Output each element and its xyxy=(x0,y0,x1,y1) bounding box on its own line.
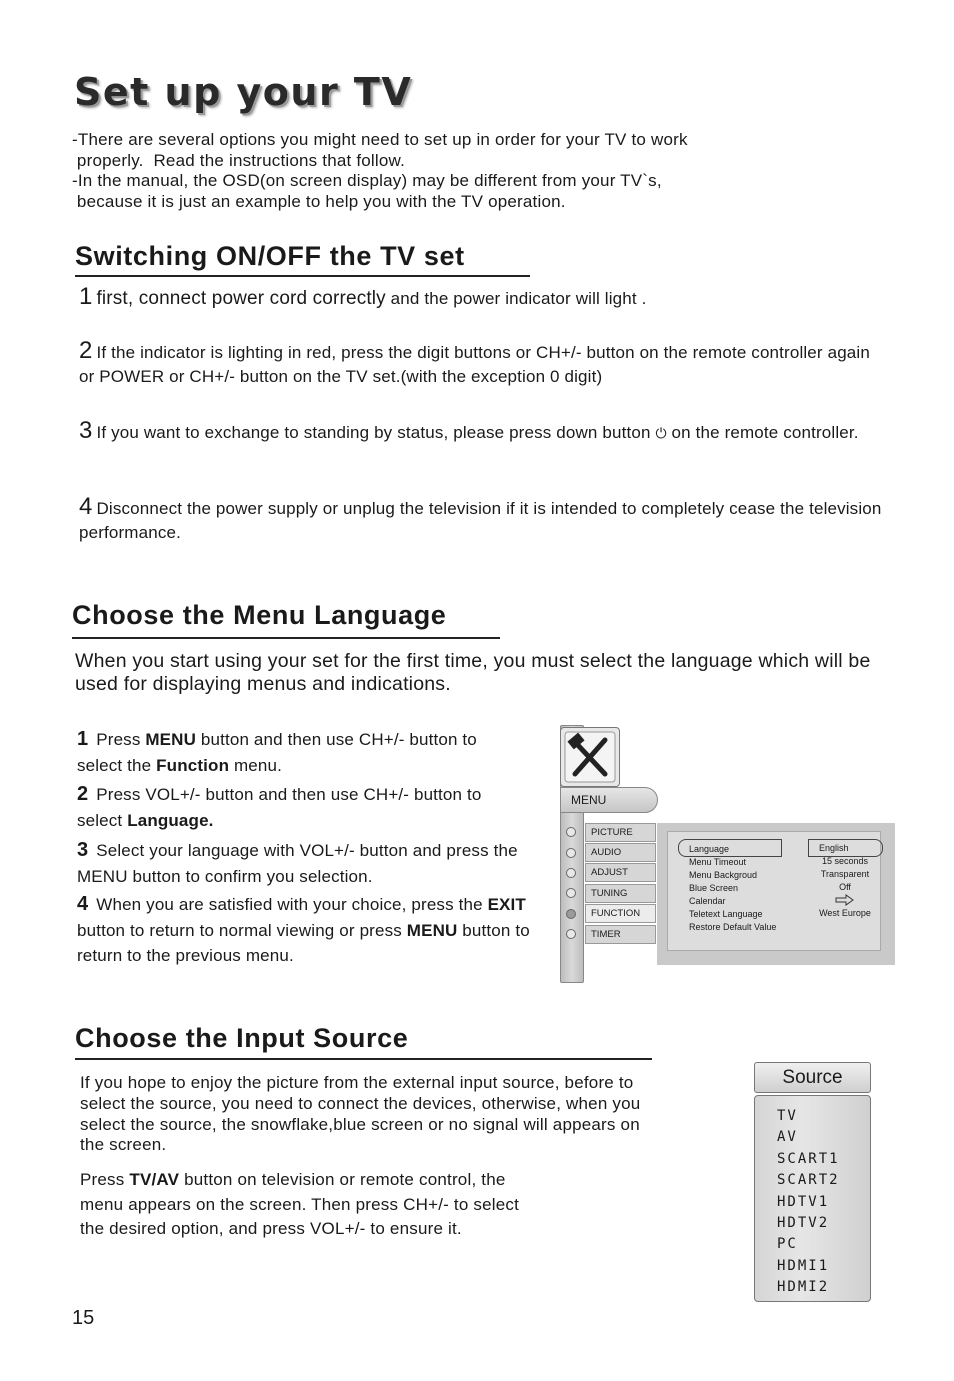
radio-icon xyxy=(566,868,576,878)
source-item-hdmi1[interactable]: HDMI1 xyxy=(777,1257,830,1274)
osd-panel-outer xyxy=(657,823,895,965)
osd-side-label: ADJUST xyxy=(585,863,656,882)
source-menu xyxy=(754,1095,871,1302)
osd-value: Off xyxy=(839,882,851,892)
osd-value: West Europe xyxy=(819,908,871,918)
osd-value: English xyxy=(819,843,849,853)
language-step-1 xyxy=(77,727,487,778)
source-item-av[interactable]: AV xyxy=(777,1129,798,1146)
osd-value: 15 seconds xyxy=(821,856,869,866)
step-text: Press VOL+/- button and then use CH+/- button to select xyxy=(77,785,482,830)
intro-text xyxy=(72,130,852,212)
osd-panel xyxy=(667,831,881,951)
step-text: Select your language with VOL+/- button and press the MENU button to confirm you selection. xyxy=(77,841,518,886)
intro-line: properly. Read the instructions that follow. xyxy=(72,150,405,170)
step-text: button and then use CH+/- button to select the xyxy=(77,730,477,775)
source-item-pc[interactable]: PC xyxy=(777,1236,798,1253)
switching-step-2 xyxy=(79,339,879,389)
osd-side-label: PICTURE xyxy=(585,823,656,842)
step-number: 2 xyxy=(77,783,89,805)
step-text: Press xyxy=(96,730,146,749)
arrow-right-icon xyxy=(808,894,882,907)
para-keyword: TV/AV xyxy=(129,1170,180,1189)
osd-side-item-timer xyxy=(562,924,656,944)
input-source-heading-rule xyxy=(75,1058,652,1060)
step-text: When you are satisfied with your choice, press the xyxy=(96,895,488,914)
osd-option: Restore Default Value xyxy=(689,922,777,932)
input-source-paragraph-1: If you hope to enjoy the picture from the external input source, before to select the source, you need to connect the devices, otherwise, when you select the source, the snowflake,blue screen or no signal will appears on the screen. xyxy=(80,1073,641,1155)
osd-menu-tab: MENU xyxy=(560,787,658,813)
menu-language-heading-rule xyxy=(72,637,500,639)
osd-side-label: FUNCTION xyxy=(585,904,656,923)
intro-line: -There are several options you might need to set up in order for your TV to work xyxy=(72,130,688,149)
switching-step-4 xyxy=(79,495,909,545)
para-text: Press xyxy=(80,1170,130,1189)
intro-line: because it is just an example to help you with the TV operation. xyxy=(72,191,566,211)
radio-icon xyxy=(566,888,576,898)
step-number: 2 xyxy=(79,337,93,364)
switching-heading-rule xyxy=(75,275,530,277)
step-number: 3 xyxy=(77,839,89,861)
language-step-4 xyxy=(77,892,542,969)
osd-option: Teletext Language xyxy=(689,909,763,919)
radio-icon-selected xyxy=(566,909,576,919)
radio-icon xyxy=(566,929,576,939)
radio-icon xyxy=(566,827,576,837)
osd-side-item-picture xyxy=(562,822,656,842)
language-step-2 xyxy=(77,782,487,833)
osd-values xyxy=(808,842,882,920)
osd-option: Menu Timeout xyxy=(689,857,747,867)
step-text: If the indicator is lighting in red, press the digit buttons or CH+/- button on the remote controller again or POWER or CH+/- button on the TV set.(with the exception 0 digit) xyxy=(79,343,870,386)
menu-language-heading: Choose the Menu Language xyxy=(72,600,447,630)
step-keyword: Function xyxy=(156,755,230,775)
osd-side-item-function xyxy=(562,904,656,924)
step-keyword: Language. xyxy=(127,810,214,830)
step-text: menu. xyxy=(229,755,282,775)
step-keyword: MENU xyxy=(406,920,458,940)
osd-side-label: TUNING xyxy=(585,884,656,903)
para-text: button on television or remote control, the menu appears on the screen. Then press CH+/- to select the desired option, and press VOL+/- to ensure it. xyxy=(80,1170,520,1239)
page-title: Set up your TV xyxy=(74,70,413,114)
step-text: and the power indicator will light . xyxy=(385,289,647,308)
tools-icon xyxy=(560,727,620,787)
osd-option: Menu Backgroud xyxy=(689,870,758,880)
page-number: 15 xyxy=(72,1307,95,1329)
step-text-emphasis: first, connect power cord correctly xyxy=(96,288,386,309)
source-item-scart1[interactable]: SCART1 xyxy=(777,1150,840,1167)
switching-step-1 xyxy=(79,285,899,311)
osd-value: Transparent xyxy=(820,869,870,879)
input-source-heading: Choose the Input Source xyxy=(75,1023,409,1053)
source-menu-title: Source xyxy=(754,1062,871,1093)
radio-icon xyxy=(566,848,576,858)
osd-side-label: AUDIO xyxy=(585,843,656,862)
source-item-scart2[interactable]: SCART2 xyxy=(777,1172,840,1189)
osd-option: Language xyxy=(689,844,730,854)
source-item-hdmi2[interactable]: HDMI2 xyxy=(777,1279,830,1296)
step-number: 4 xyxy=(77,893,89,915)
osd-side-label: TIMER xyxy=(585,925,656,944)
osd-menu-illustration xyxy=(558,725,898,987)
source-item-hdtv1[interactable]: HDTV1 xyxy=(777,1193,830,1210)
step-number: 3 xyxy=(79,417,93,444)
source-item-tv[interactable]: TV xyxy=(777,1108,798,1124)
menu-language-intro: When you start using your set for the first time, you must select the language which will be used for displaying menus and indications. xyxy=(75,650,871,695)
step-text: button to return to the previous menu. xyxy=(77,920,530,965)
switching-step-3 xyxy=(79,419,899,446)
language-step-3 xyxy=(77,838,527,889)
osd-side-item-adjust xyxy=(562,863,656,883)
intro-line: -In the manual, the OSD(on screen display) may be different from your TV`s, xyxy=(72,171,662,190)
step-text: button to return to normal viewing or press xyxy=(77,920,407,940)
step-text: If you want to exchange to standing by status, please press down button xyxy=(96,423,651,442)
osd-side-items xyxy=(562,822,656,944)
osd-option: Calendar xyxy=(689,896,726,906)
power-icon: ⏻ xyxy=(655,426,667,442)
osd-side-item-audio xyxy=(562,842,656,862)
step-number: 1 xyxy=(77,728,89,750)
switching-heading: Switching ON/OFF the TV set xyxy=(75,241,465,271)
osd-options xyxy=(689,843,776,934)
osd-option: Blue Screen xyxy=(689,883,739,893)
input-source-paragraph-2 xyxy=(80,1168,540,1242)
osd-side-item-tuning xyxy=(562,883,656,903)
step-number: 1 xyxy=(79,283,93,310)
step-text: on the remote controller. xyxy=(666,423,859,442)
step-keyword: EXIT xyxy=(487,895,526,914)
step-keyword: MENU xyxy=(145,730,197,749)
source-item-hdtv2[interactable]: HDTV2 xyxy=(777,1215,830,1232)
step-number: 4 xyxy=(79,493,93,520)
step-text: Disconnect the power supply or unplug the television if it is intended to completely cease the television performance. xyxy=(79,499,882,542)
